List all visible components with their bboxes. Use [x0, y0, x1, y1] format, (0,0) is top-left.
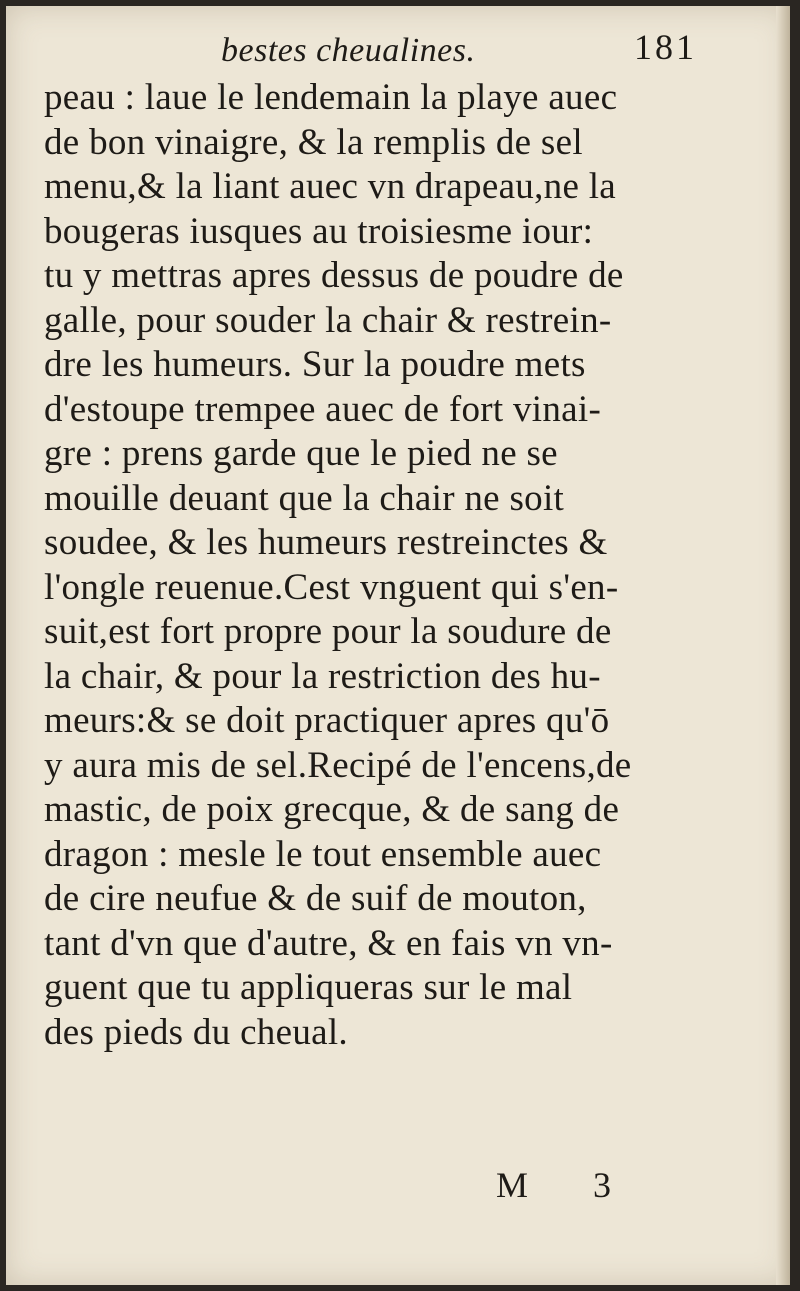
text-line: dragon : mesle le tout ensemble auec [44, 833, 602, 875]
running-title: bestes cheualines. [221, 32, 476, 69]
text-line: bougeras iusques au troisiesme iour: [44, 210, 594, 252]
text-line: tant d'vn que d'autre, & en fais vn vn- [44, 922, 613, 964]
text-line: menu,& la liant auec vn drapeau,ne la [44, 166, 617, 207]
text-line: y aura mis de sel.Recipé de l'encens,de [44, 744, 632, 786]
page-header [6, 24, 790, 76]
text-line: soudee, & les humeurs restreinctes & [44, 522, 608, 563]
text-line: meurs:& se doit practiquer apres qu'ō [44, 700, 610, 741]
body-text [44, 76, 724, 1055]
text-line: d'estoupe trempee auec de fort vinai- [44, 388, 602, 430]
text-line: mastic, de poix grecque, & de sang de [44, 789, 620, 830]
text-line: peau : laue le lendemain la playe auec [44, 77, 618, 118]
text-line: galle, pour souder la chair & restrein- [44, 299, 612, 341]
text-line: la chair, & pour la restriction des hu- [44, 655, 601, 697]
book-page [6, 6, 790, 1285]
page-edge [776, 6, 790, 1285]
page-number: 181 [634, 27, 697, 67]
text-line: suit,est fort propre pour la soudure de [44, 611, 612, 652]
text-line: de bon vinaigre, & la remplis de sel [44, 121, 583, 163]
signature-mark: M 3 [496, 1165, 640, 1205]
text-line: des pieds du cheual. [44, 1011, 348, 1053]
text-line: mouille deuant que la chair ne soit [44, 477, 565, 519]
text-line: l'ongle reuenue.Cest vnguent qui s'en- [44, 566, 619, 608]
text-line: de cire neufue & de suif de mouton, [44, 878, 587, 919]
text-line: gre : prens garde que le pied ne se [44, 433, 558, 474]
text-line: tu y mettras apres dessus de poudre de [44, 255, 624, 296]
text-line: dre les humeurs. Sur la poudre mets [44, 344, 586, 385]
text-line: guent que tu appliqueras sur le mal [44, 967, 573, 1008]
